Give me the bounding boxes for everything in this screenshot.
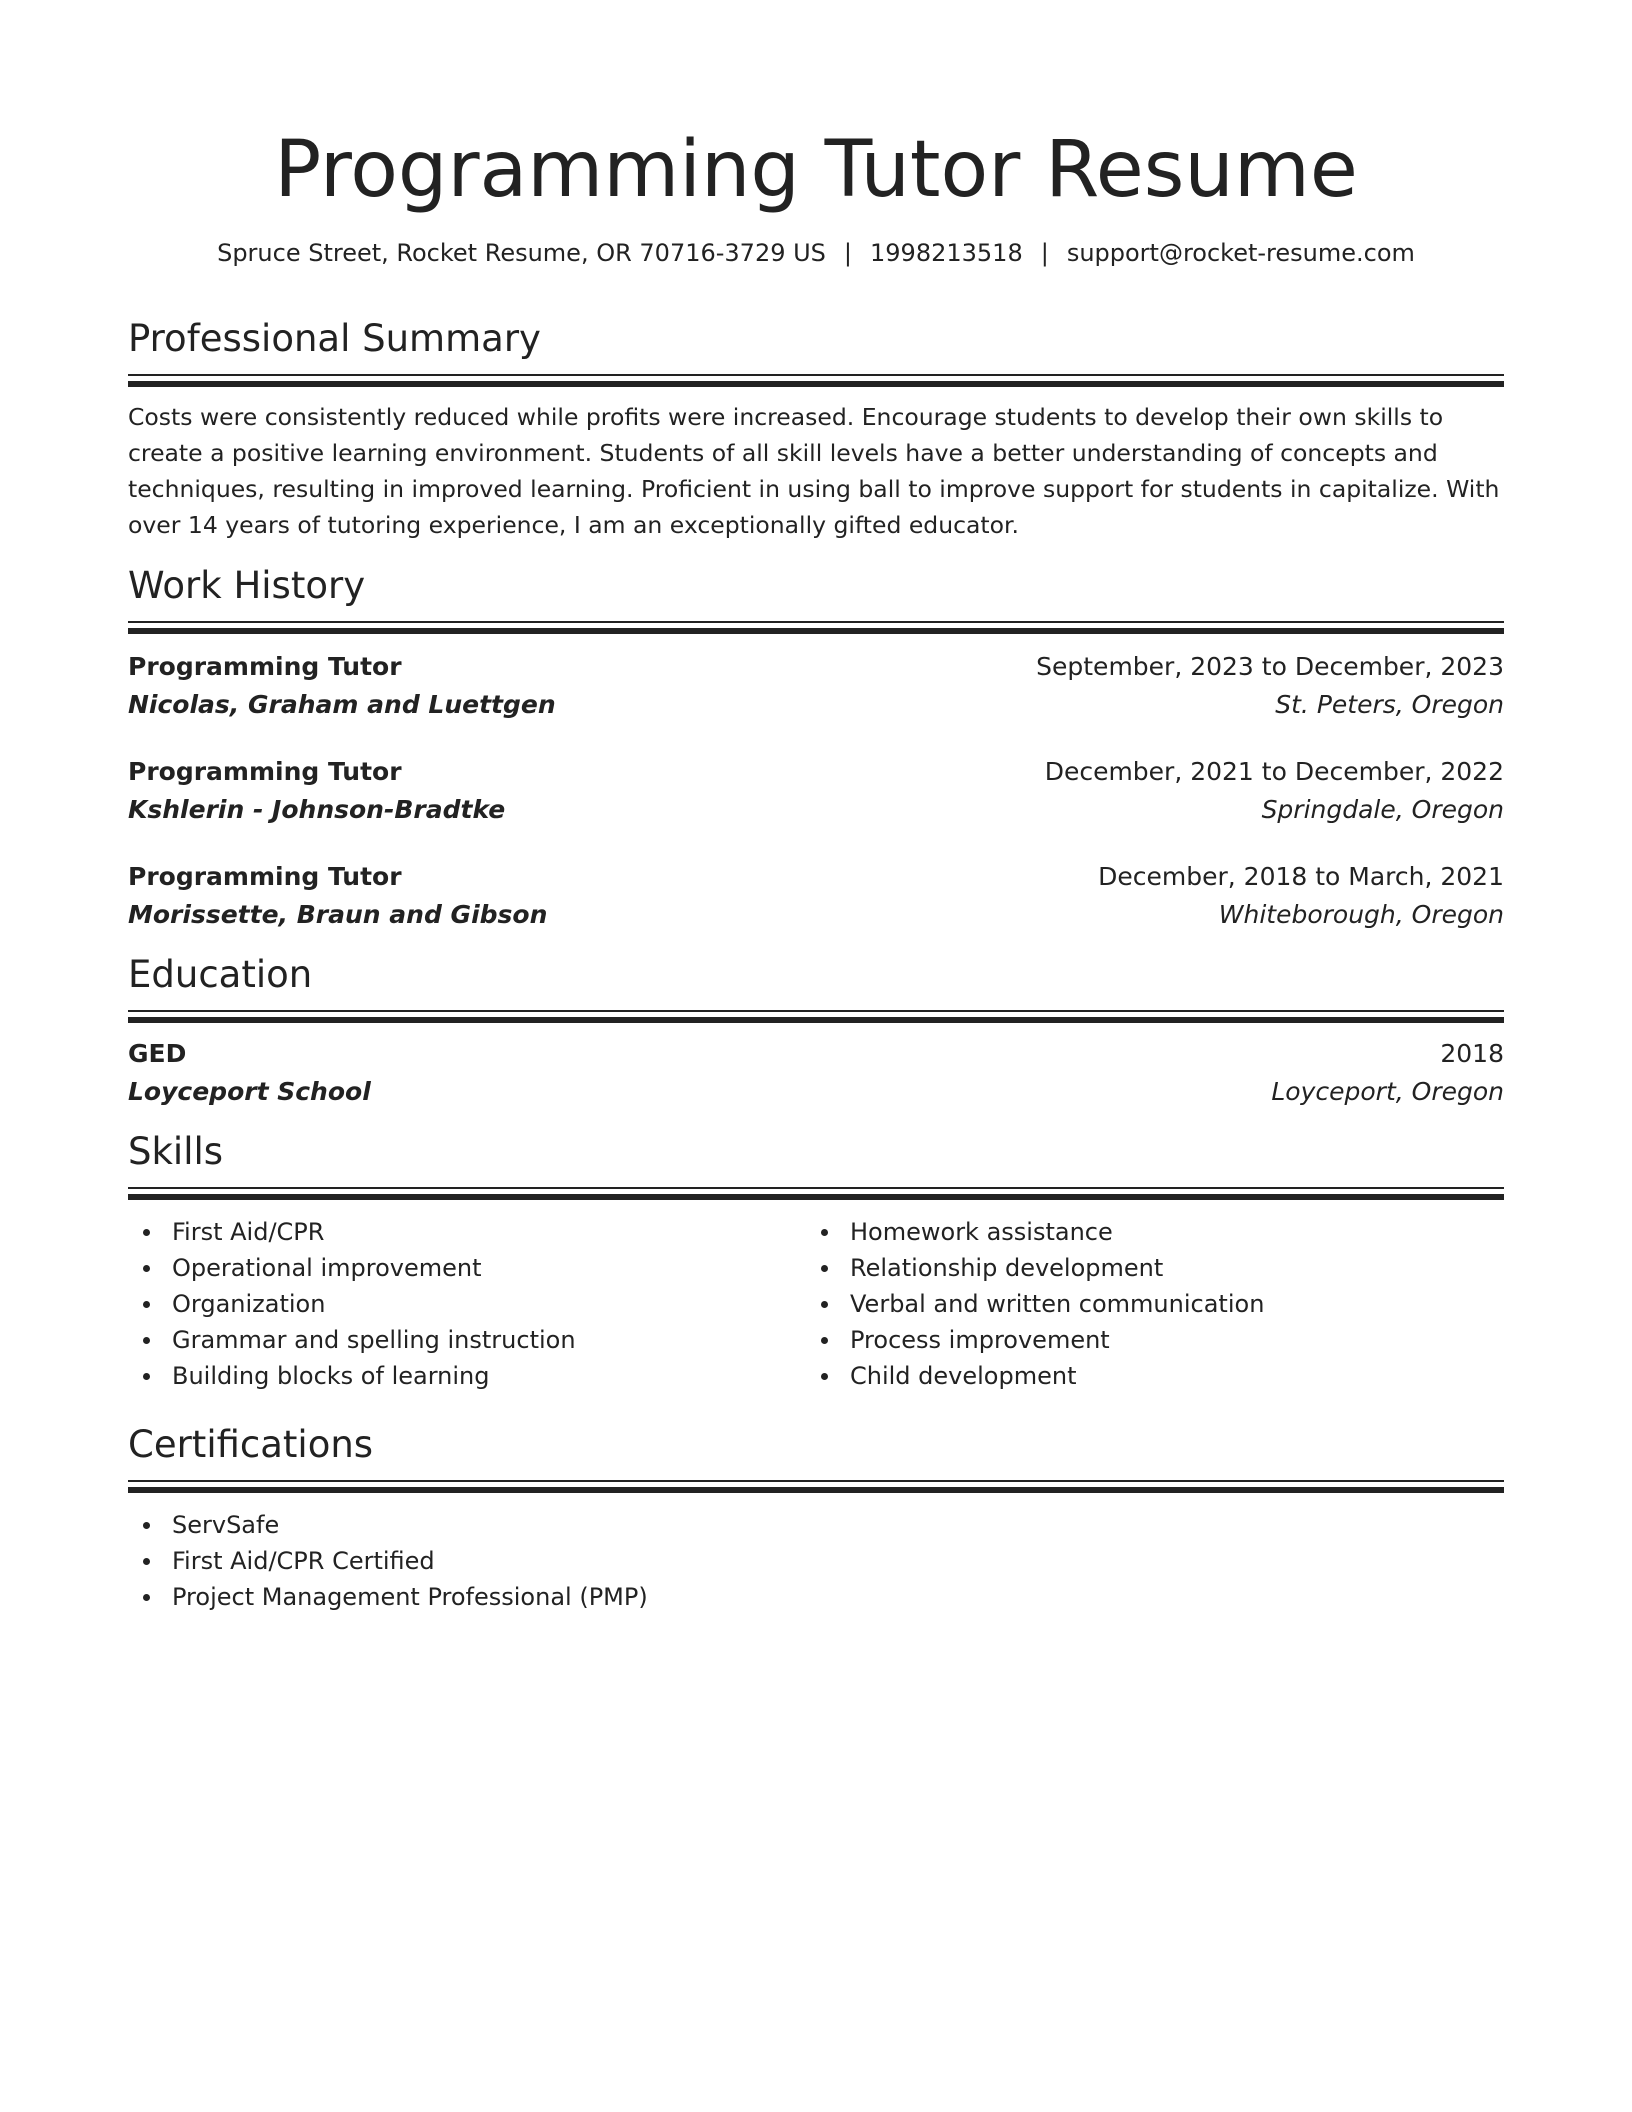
job-dates: December, 2021 to December, 2022 xyxy=(1044,757,1504,786)
section-title-work-history: Work History xyxy=(128,564,366,607)
section-title-summary: Professional Summary xyxy=(128,317,541,360)
education-year: 2018 xyxy=(1440,1039,1504,1068)
skills-list-left xyxy=(128,1214,806,1394)
job-dates: December, 2018 to March, 2021 xyxy=(1098,862,1504,891)
certification-item: Project Management Professional (PMP) xyxy=(128,1579,1504,1615)
skill-item: Relationship development xyxy=(806,1250,1484,1286)
job-entry xyxy=(128,858,1504,930)
resume-page xyxy=(128,0,1504,1615)
job-dates: September, 2023 to December, 2023 xyxy=(1036,652,1504,681)
contact-line xyxy=(128,236,1504,270)
address: Spruce Street, Rocket Resume, OR 70716-3729 US xyxy=(217,239,826,267)
skill-item: First Aid/CPR xyxy=(128,1214,806,1250)
job-title: Programming Tutor xyxy=(128,862,402,891)
job-entry xyxy=(128,753,1504,825)
certification-item: ServSafe xyxy=(128,1507,1504,1543)
skills-list-right xyxy=(806,1214,1484,1394)
school-location: Loyceport, Oregon xyxy=(1271,1077,1504,1106)
job-location: St. Peters, Oregon xyxy=(1275,690,1504,719)
skill-item: Organization xyxy=(128,1286,806,1322)
email: support@rocket-resume.com xyxy=(1066,239,1415,267)
section-divider xyxy=(128,374,1504,387)
skill-item: Homework assistance xyxy=(806,1214,1484,1250)
job-location: Springdale, Oregon xyxy=(1261,795,1504,824)
phone: 1998213518 xyxy=(870,239,1023,267)
skill-item: Process improvement xyxy=(806,1322,1484,1358)
skill-item: Grammar and spelling instruction xyxy=(128,1322,806,1358)
section-title-education: Education xyxy=(128,953,313,996)
certifications-list xyxy=(128,1507,1504,1615)
separator: | xyxy=(1040,239,1049,267)
skill-item: Verbal and written communication xyxy=(806,1286,1484,1322)
job-location: Whiteborough, Oregon xyxy=(1218,900,1504,929)
summary-section xyxy=(128,316,1504,543)
section-divider xyxy=(128,621,1504,634)
education-entry xyxy=(128,1035,1504,1115)
work-history-section xyxy=(128,563,1504,930)
section-divider xyxy=(128,1187,1504,1200)
skill-item: Operational improvement xyxy=(128,1250,806,1286)
skills-section xyxy=(128,1129,1504,1394)
section-title-skills: Skills xyxy=(128,1130,224,1173)
job-company: Kshlerin - Johnson-Bradtke xyxy=(128,795,506,824)
resume-title: Programming Tutor Resume xyxy=(274,125,1358,215)
job-title: Programming Tutor xyxy=(128,757,402,786)
skill-item: Child development xyxy=(806,1358,1484,1394)
summary-text: Costs were consistently reduced while profits were increased. Encourage students to develop their own skills to create a positive learning environment. Students of all skill levels have a better understanding of concepts and techniques, resulting in improved learning. Proficient in using ball to improve support for students in capitalize. With over 14 years of tutoring experience, I am an exceptionally gifted educator. xyxy=(128,403,1500,539)
section-divider xyxy=(128,1480,1504,1493)
degree: GED xyxy=(128,1039,187,1068)
certifications-section xyxy=(128,1422,1504,1615)
job-company: Nicolas, Graham and Luettgen xyxy=(128,690,556,719)
section-divider xyxy=(128,1010,1504,1023)
skill-item: Building blocks of learning xyxy=(128,1358,806,1394)
job-title: Programming Tutor xyxy=(128,652,402,681)
school-name: Loyceport School xyxy=(128,1077,371,1106)
skills-columns xyxy=(128,1214,1504,1394)
separator: | xyxy=(843,239,853,267)
job-company: Morissette, Braun and Gibson xyxy=(128,900,548,929)
certification-item: First Aid/CPR Certified xyxy=(128,1543,1504,1579)
section-title-certifications: Certifications xyxy=(128,1423,374,1466)
job-entry xyxy=(128,648,1504,720)
education-section xyxy=(128,952,1504,1115)
